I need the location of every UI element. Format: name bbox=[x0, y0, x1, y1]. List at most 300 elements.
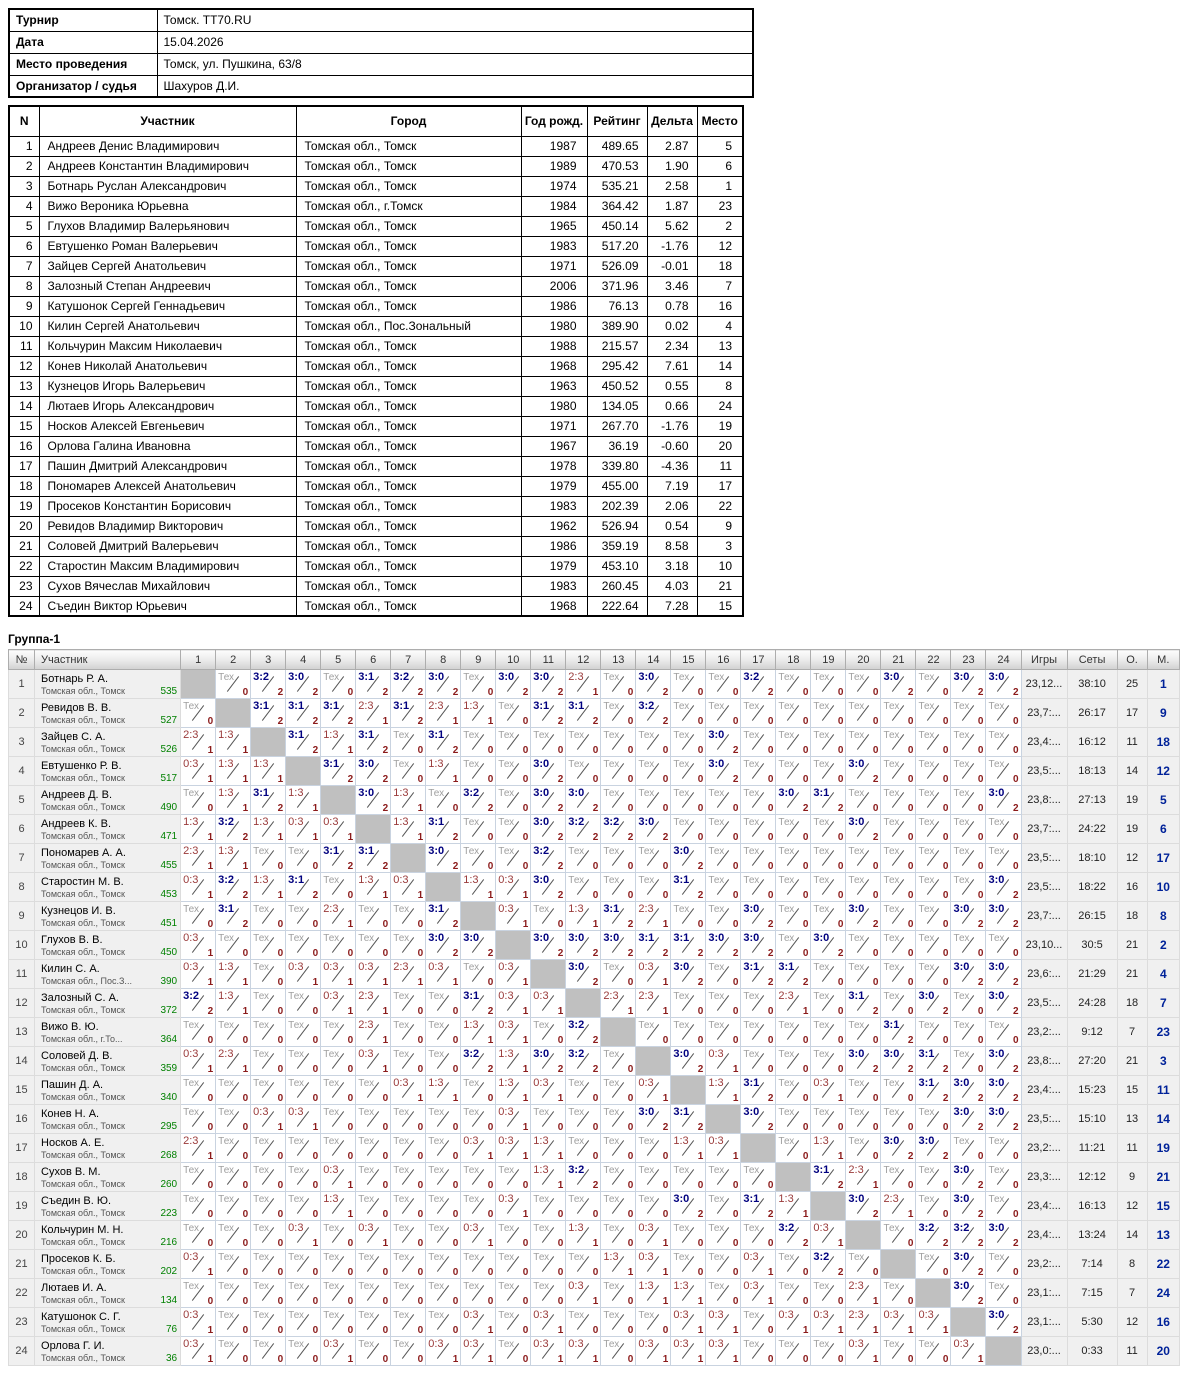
match-result-cell bbox=[881, 931, 916, 960]
match-score: 1:3 bbox=[463, 1019, 479, 1031]
group-points-cell: 7 bbox=[1117, 1018, 1147, 1047]
match-points: 1 bbox=[382, 977, 389, 988]
match-points: 2 bbox=[382, 687, 389, 698]
participant-row bbox=[9, 296, 743, 316]
participant-cell: Томская обл., Томск bbox=[296, 236, 521, 256]
match-score: Тех bbox=[918, 1020, 935, 1031]
match-result-cell bbox=[426, 1018, 461, 1047]
match-score: 0:3 bbox=[323, 1338, 339, 1350]
participant-cell: Зайцев Сергей Анатольевич bbox=[39, 256, 296, 276]
match-points: 1 bbox=[347, 745, 354, 756]
match-points: 0 bbox=[662, 745, 669, 756]
match-score: 0:3 bbox=[568, 1338, 584, 1350]
match-result-cell bbox=[181, 786, 216, 815]
participant-cell: Орлова Галина Ивановна bbox=[39, 436, 296, 456]
group-player-number: 1 bbox=[9, 670, 35, 699]
match-score: Тех bbox=[883, 933, 900, 944]
match-points: 2 bbox=[1012, 1006, 1019, 1017]
match-result-cell bbox=[391, 1337, 426, 1366]
match-points: 0 bbox=[942, 890, 949, 901]
group-points-cell: 11 bbox=[1117, 1134, 1147, 1163]
group-player-rating: 260 bbox=[160, 1178, 178, 1190]
match-score: 3:0 bbox=[988, 671, 1005, 683]
participant-cell: 2006 bbox=[521, 276, 587, 296]
group-player-region: Томская обл., Томск bbox=[41, 859, 125, 870]
group-title: Группа-1 bbox=[8, 632, 61, 646]
match-result-cell bbox=[601, 1250, 636, 1279]
match-result-cell bbox=[321, 1250, 356, 1279]
match-score: Тех bbox=[673, 904, 690, 915]
match-score: 2:3 bbox=[848, 1280, 864, 1292]
match-score: Тех bbox=[603, 1281, 620, 1292]
match-result-cell bbox=[531, 757, 566, 786]
match-points: 0 bbox=[942, 1035, 949, 1046]
match-points: 2 bbox=[277, 716, 284, 727]
match-result-cell bbox=[356, 1250, 391, 1279]
group-player-region-line bbox=[41, 1034, 177, 1045]
match-points: 2 bbox=[347, 716, 354, 727]
match-result-cell bbox=[671, 1337, 706, 1366]
match-result-cell bbox=[216, 1279, 251, 1308]
match-score: Тех bbox=[323, 1020, 340, 1031]
match-score: 3:2 bbox=[638, 700, 655, 712]
participant-cell: 295.42 bbox=[587, 356, 647, 376]
match-result-cell bbox=[531, 1250, 566, 1279]
match-result-cell bbox=[461, 699, 496, 728]
match-points: 1 bbox=[417, 977, 424, 988]
group-points-cell: 12 bbox=[1117, 1308, 1147, 1337]
group-sets-cell: 5:30 bbox=[1067, 1308, 1117, 1337]
match-points: 2 bbox=[627, 832, 634, 843]
match-points: 2 bbox=[942, 1238, 949, 1249]
match-result-cell bbox=[846, 1279, 881, 1308]
match-points: 0 bbox=[382, 1151, 389, 1162]
match-result-cell bbox=[601, 1192, 636, 1221]
match-points: 2 bbox=[487, 1064, 494, 1075]
match-result-cell bbox=[986, 960, 1021, 989]
participant-cell: 0.78 bbox=[647, 296, 697, 316]
match-points: 0 bbox=[382, 1296, 389, 1307]
match-points: 0 bbox=[277, 1035, 284, 1046]
match-points: 2 bbox=[767, 948, 774, 959]
match-points: 0 bbox=[942, 1180, 949, 1191]
match-result-cell bbox=[496, 1134, 531, 1163]
match-score: Тех bbox=[218, 1252, 235, 1263]
match-score: 2:3 bbox=[183, 1135, 199, 1147]
match-result-cell bbox=[951, 1221, 986, 1250]
match-score: 2:3 bbox=[883, 1193, 899, 1205]
match-result-cell bbox=[251, 1337, 286, 1366]
match-score: 3:2 bbox=[218, 816, 235, 828]
match-score: Тех bbox=[918, 1194, 935, 1205]
match-points: 1 bbox=[662, 1006, 669, 1017]
match-score: Тех bbox=[323, 1049, 340, 1060]
group-points-cell: 9 bbox=[1117, 1163, 1147, 1192]
match-result-cell bbox=[986, 873, 1021, 902]
match-points: 2 bbox=[837, 803, 844, 814]
match-points: 0 bbox=[872, 1093, 879, 1104]
participants-column-header: Дельта bbox=[647, 106, 697, 136]
match-points: 0 bbox=[802, 687, 809, 698]
participant-cell: 267.70 bbox=[587, 416, 647, 436]
match-points: 0 bbox=[452, 1035, 459, 1046]
match-score: Тех bbox=[708, 817, 725, 828]
participant-cell: 21 bbox=[9, 536, 39, 556]
group-header-opponent: 14 bbox=[636, 650, 671, 670]
match-result-cell bbox=[321, 1163, 356, 1192]
match-points: 1 bbox=[732, 1151, 739, 1162]
match-points: 0 bbox=[732, 1035, 739, 1046]
match-result-cell bbox=[251, 844, 286, 873]
diagonal-cell bbox=[951, 1308, 986, 1337]
group-points-cell: 14 bbox=[1117, 1221, 1147, 1250]
match-result-cell bbox=[391, 1018, 426, 1047]
participant-cell: 5 bbox=[9, 216, 39, 236]
participant-cell: 1986 bbox=[521, 296, 587, 316]
match-result-cell bbox=[426, 1192, 461, 1221]
match-score: Тех bbox=[218, 933, 235, 944]
match-result-cell bbox=[811, 1134, 846, 1163]
match-points: 0 bbox=[417, 1296, 424, 1307]
match-score: Тех bbox=[533, 730, 550, 741]
match-points: 0 bbox=[487, 1093, 494, 1104]
participant-cell: Кольчурин Максим Николаевич bbox=[39, 336, 296, 356]
participant-cell: 11 bbox=[697, 456, 743, 476]
match-score: Тех bbox=[883, 759, 900, 770]
match-score: Тех bbox=[463, 1194, 480, 1205]
match-score: Тех bbox=[813, 875, 830, 886]
match-score: Тех bbox=[253, 1165, 270, 1176]
participant-cell: Томская обл., Томск bbox=[296, 176, 521, 196]
match-score: 3:2 bbox=[463, 1048, 480, 1060]
match-score: Тех bbox=[708, 1165, 725, 1176]
match-points: 2 bbox=[837, 1267, 844, 1278]
match-result-cell bbox=[741, 699, 776, 728]
match-result-cell bbox=[286, 989, 321, 1018]
match-result-cell bbox=[321, 728, 356, 757]
match-score: Тех bbox=[603, 1310, 620, 1321]
group-place-cell: 8 bbox=[1147, 902, 1179, 931]
participant-row bbox=[9, 276, 743, 296]
match-score: Тех bbox=[428, 788, 445, 799]
participant-cell: 202.39 bbox=[587, 496, 647, 516]
match-score: Тех bbox=[743, 1310, 760, 1321]
match-score: Тех bbox=[463, 1078, 480, 1089]
match-points: 2 bbox=[872, 774, 879, 785]
match-result-cell bbox=[251, 1279, 286, 1308]
match-points: 1 bbox=[592, 919, 599, 930]
participant-cell: 5.62 bbox=[647, 216, 697, 236]
match-result-cell bbox=[916, 844, 951, 873]
match-score: Тех bbox=[498, 1339, 515, 1350]
match-points: 2 bbox=[732, 948, 739, 959]
match-result-cell bbox=[391, 1308, 426, 1337]
group-player-rating: 471 bbox=[160, 830, 178, 842]
match-points: 1 bbox=[347, 1209, 354, 1220]
match-points: 2 bbox=[662, 832, 669, 843]
group-points-cell: 21 bbox=[1117, 1047, 1147, 1076]
match-result-cell bbox=[706, 786, 741, 815]
group-games-cell: 23,4:... bbox=[1021, 1076, 1067, 1105]
match-points: 0 bbox=[382, 919, 389, 930]
match-result-cell bbox=[286, 786, 321, 815]
match-result-cell bbox=[286, 815, 321, 844]
match-points: 0 bbox=[452, 1325, 459, 1336]
match-score: Тех bbox=[428, 1310, 445, 1321]
match-score: 0:3 bbox=[463, 1135, 479, 1147]
match-score: Тех bbox=[813, 759, 830, 770]
group-games-cell: 23,4:... bbox=[1021, 1221, 1067, 1250]
participant-cell: 1989 bbox=[521, 156, 587, 176]
match-result-cell bbox=[181, 1018, 216, 1047]
match-points: 0 bbox=[207, 803, 214, 814]
match-points: 1 bbox=[207, 1151, 214, 1162]
participant-cell: Катушонок Сергей Геннадьевич bbox=[39, 296, 296, 316]
group-points-cell: 17 bbox=[1117, 699, 1147, 728]
match-result-cell bbox=[881, 989, 916, 1018]
group-sets-cell: 27:20 bbox=[1067, 1047, 1117, 1076]
group-player-region-line bbox=[41, 773, 177, 784]
match-points: 0 bbox=[277, 1296, 284, 1307]
match-score: Тех bbox=[673, 817, 690, 828]
group-player-name-cell bbox=[35, 1337, 181, 1366]
match-result-cell bbox=[391, 1134, 426, 1163]
match-score: Тех bbox=[603, 1078, 620, 1089]
match-result-cell bbox=[881, 815, 916, 844]
match-result-cell bbox=[426, 1250, 461, 1279]
match-points: 0 bbox=[277, 861, 284, 872]
group-player-name: Андреев К. В. bbox=[41, 817, 112, 830]
match-result-cell bbox=[181, 1308, 216, 1337]
match-points: 2 bbox=[487, 1006, 494, 1017]
match-result-cell bbox=[566, 1134, 601, 1163]
match-points: 0 bbox=[277, 1151, 284, 1162]
match-points: 0 bbox=[697, 1006, 704, 1017]
match-score: Тех bbox=[638, 1136, 655, 1147]
match-points: 0 bbox=[242, 1238, 249, 1249]
match-points: 2 bbox=[1012, 803, 1019, 814]
group-place-cell: 23 bbox=[1147, 1018, 1179, 1047]
match-result-cell bbox=[426, 989, 461, 1018]
group-sets-cell: 9:12 bbox=[1067, 1018, 1117, 1047]
match-result-cell bbox=[811, 699, 846, 728]
match-points: 0 bbox=[942, 948, 949, 959]
match-points: 0 bbox=[907, 832, 914, 843]
match-result-cell bbox=[496, 757, 531, 786]
match-result-cell bbox=[426, 1308, 461, 1337]
match-score: Тех bbox=[708, 875, 725, 886]
match-score: 3:1 bbox=[218, 903, 235, 915]
match-score: Тех bbox=[778, 933, 795, 944]
match-result-cell bbox=[776, 728, 811, 757]
match-points: 1 bbox=[487, 1325, 494, 1336]
match-score: 3:1 bbox=[918, 1077, 935, 1089]
match-points: 2 bbox=[592, 977, 599, 988]
match-result-cell bbox=[601, 1308, 636, 1337]
match-score: 3:2 bbox=[568, 1019, 585, 1031]
match-score: Тех bbox=[428, 1194, 445, 1205]
group-player-row bbox=[9, 1163, 1180, 1192]
match-points: 0 bbox=[767, 1006, 774, 1017]
match-score: Тех bbox=[323, 1078, 340, 1089]
match-score: Тех bbox=[568, 1078, 585, 1089]
match-score: Тех bbox=[918, 962, 935, 973]
participant-cell: 19 bbox=[9, 496, 39, 516]
match-points: 1 bbox=[347, 977, 354, 988]
match-points: 0 bbox=[557, 1296, 564, 1307]
match-score: Тех bbox=[218, 1165, 235, 1176]
group-player-name-cell bbox=[35, 902, 181, 931]
match-points: 0 bbox=[767, 1035, 774, 1046]
match-points: 0 bbox=[802, 919, 809, 930]
group-place-cell: 14 bbox=[1147, 1105, 1179, 1134]
match-result-cell bbox=[601, 757, 636, 786]
group-player-number: 16 bbox=[9, 1105, 35, 1134]
match-result-cell bbox=[881, 757, 916, 786]
match-score: 3:1 bbox=[288, 874, 305, 886]
group-player-region-line bbox=[41, 1063, 177, 1074]
match-score: 3:0 bbox=[708, 758, 725, 770]
match-points: 2 bbox=[487, 803, 494, 814]
match-score: Тех bbox=[813, 962, 830, 973]
match-score: Тех bbox=[463, 1281, 480, 1292]
match-points: 0 bbox=[767, 1064, 774, 1075]
match-points: 0 bbox=[347, 1151, 354, 1162]
participants-column-header: Рейтинг bbox=[587, 106, 647, 136]
match-result-cell bbox=[181, 699, 216, 728]
match-result-cell bbox=[951, 815, 986, 844]
match-result-cell bbox=[251, 989, 286, 1018]
match-points: 2 bbox=[452, 687, 459, 698]
group-header-opponent: 12 bbox=[566, 650, 601, 670]
match-result-cell bbox=[706, 815, 741, 844]
match-score: Тех bbox=[498, 1281, 515, 1292]
match-score: Тех bbox=[428, 991, 445, 1002]
group-player-rating: 268 bbox=[160, 1149, 178, 1161]
match-score: 3:0 bbox=[533, 787, 550, 799]
match-points: 1 bbox=[242, 803, 249, 814]
participant-row bbox=[9, 456, 743, 476]
match-score: Тех bbox=[428, 1020, 445, 1031]
match-result-cell bbox=[216, 931, 251, 960]
match-result-cell bbox=[426, 1163, 461, 1192]
group-player-region: Томская обл., Томск bbox=[41, 1294, 125, 1305]
match-result-cell bbox=[286, 1076, 321, 1105]
participant-cell: Вижо Вероника Юрьевна bbox=[39, 196, 296, 216]
match-result-cell bbox=[216, 989, 251, 1018]
match-points: 0 bbox=[417, 1180, 424, 1191]
match-result-cell bbox=[181, 1250, 216, 1279]
match-points: 0 bbox=[872, 1035, 879, 1046]
match-result-cell bbox=[181, 815, 216, 844]
match-result-cell bbox=[391, 1279, 426, 1308]
match-result-cell bbox=[706, 1076, 741, 1105]
match-score: 0:3 bbox=[288, 961, 304, 973]
match-score: 0:3 bbox=[918, 1309, 934, 1321]
match-points: 0 bbox=[802, 1267, 809, 1278]
match-result-cell bbox=[776, 670, 811, 699]
group-place-cell: 20 bbox=[1147, 1337, 1179, 1366]
match-score: 3:0 bbox=[568, 961, 585, 973]
match-points: 2 bbox=[767, 1093, 774, 1104]
match-result-cell bbox=[461, 815, 496, 844]
match-result-cell bbox=[636, 844, 671, 873]
match-points: 0 bbox=[557, 1035, 564, 1046]
match-points: 2 bbox=[942, 1151, 949, 1162]
match-score: Тех bbox=[183, 1078, 200, 1089]
match-points: 0 bbox=[522, 1354, 529, 1365]
match-result-cell bbox=[321, 1308, 356, 1337]
match-points: 0 bbox=[662, 1325, 669, 1336]
match-result-cell bbox=[426, 757, 461, 786]
match-score: Тех bbox=[953, 759, 970, 770]
match-score: 0:3 bbox=[533, 1077, 549, 1089]
match-score: 0:3 bbox=[393, 874, 409, 886]
match-points: 2 bbox=[942, 1064, 949, 1075]
match-points: 0 bbox=[732, 919, 739, 930]
match-points: 1 bbox=[557, 1093, 564, 1104]
match-result-cell bbox=[986, 786, 1021, 815]
participant-cell: 8 bbox=[9, 276, 39, 296]
diagonal-cell bbox=[846, 1221, 881, 1250]
match-score: 3:2 bbox=[778, 1222, 795, 1234]
group-place-cell: 12 bbox=[1147, 757, 1179, 786]
match-points: 2 bbox=[767, 1122, 774, 1133]
match-points: 2 bbox=[977, 1209, 984, 1220]
match-result-cell bbox=[566, 1279, 601, 1308]
match-score: Тех bbox=[183, 904, 200, 915]
match-score: Тех bbox=[183, 788, 200, 799]
match-score: 3:0 bbox=[778, 787, 795, 799]
match-result-cell bbox=[286, 728, 321, 757]
match-points: 0 bbox=[837, 774, 844, 785]
match-score: Тех bbox=[708, 1223, 725, 1234]
participant-cell: 12 bbox=[9, 356, 39, 376]
match-score: Тех bbox=[218, 1078, 235, 1089]
match-result-cell bbox=[671, 989, 706, 1018]
match-points: 1 bbox=[872, 1325, 879, 1336]
match-score: Тех bbox=[393, 1252, 410, 1263]
group-player-number: 20 bbox=[9, 1221, 35, 1250]
match-result-cell bbox=[846, 1337, 881, 1366]
participant-cell: 1987 bbox=[521, 136, 587, 156]
match-score: Тех bbox=[778, 1020, 795, 1031]
group-player-name: Просеков К. Б. bbox=[41, 1252, 116, 1265]
match-result-cell bbox=[286, 1279, 321, 1308]
match-points: 0 bbox=[487, 861, 494, 872]
group-player-row bbox=[9, 1076, 1180, 1105]
match-result-cell bbox=[916, 815, 951, 844]
match-result-cell bbox=[601, 931, 636, 960]
group-player-row bbox=[9, 728, 1180, 757]
match-score: Тех bbox=[778, 759, 795, 770]
match-result-cell bbox=[391, 699, 426, 728]
group-header-opponent: 11 bbox=[531, 650, 566, 670]
group-player-row bbox=[9, 757, 1180, 786]
match-score: Тех bbox=[848, 1078, 865, 1089]
participant-cell: 7 bbox=[9, 256, 39, 276]
match-result-cell bbox=[706, 989, 741, 1018]
match-score: Тех bbox=[813, 1339, 830, 1350]
match-score: 3:2 bbox=[218, 874, 235, 886]
match-result-cell bbox=[776, 960, 811, 989]
match-points: 0 bbox=[627, 745, 634, 756]
match-result-cell bbox=[426, 1105, 461, 1134]
diagonal-cell bbox=[671, 1076, 706, 1105]
group-sets-cell: 24:28 bbox=[1067, 989, 1117, 1018]
match-points: 1 bbox=[242, 1064, 249, 1075]
match-score: Тех bbox=[358, 1136, 375, 1147]
